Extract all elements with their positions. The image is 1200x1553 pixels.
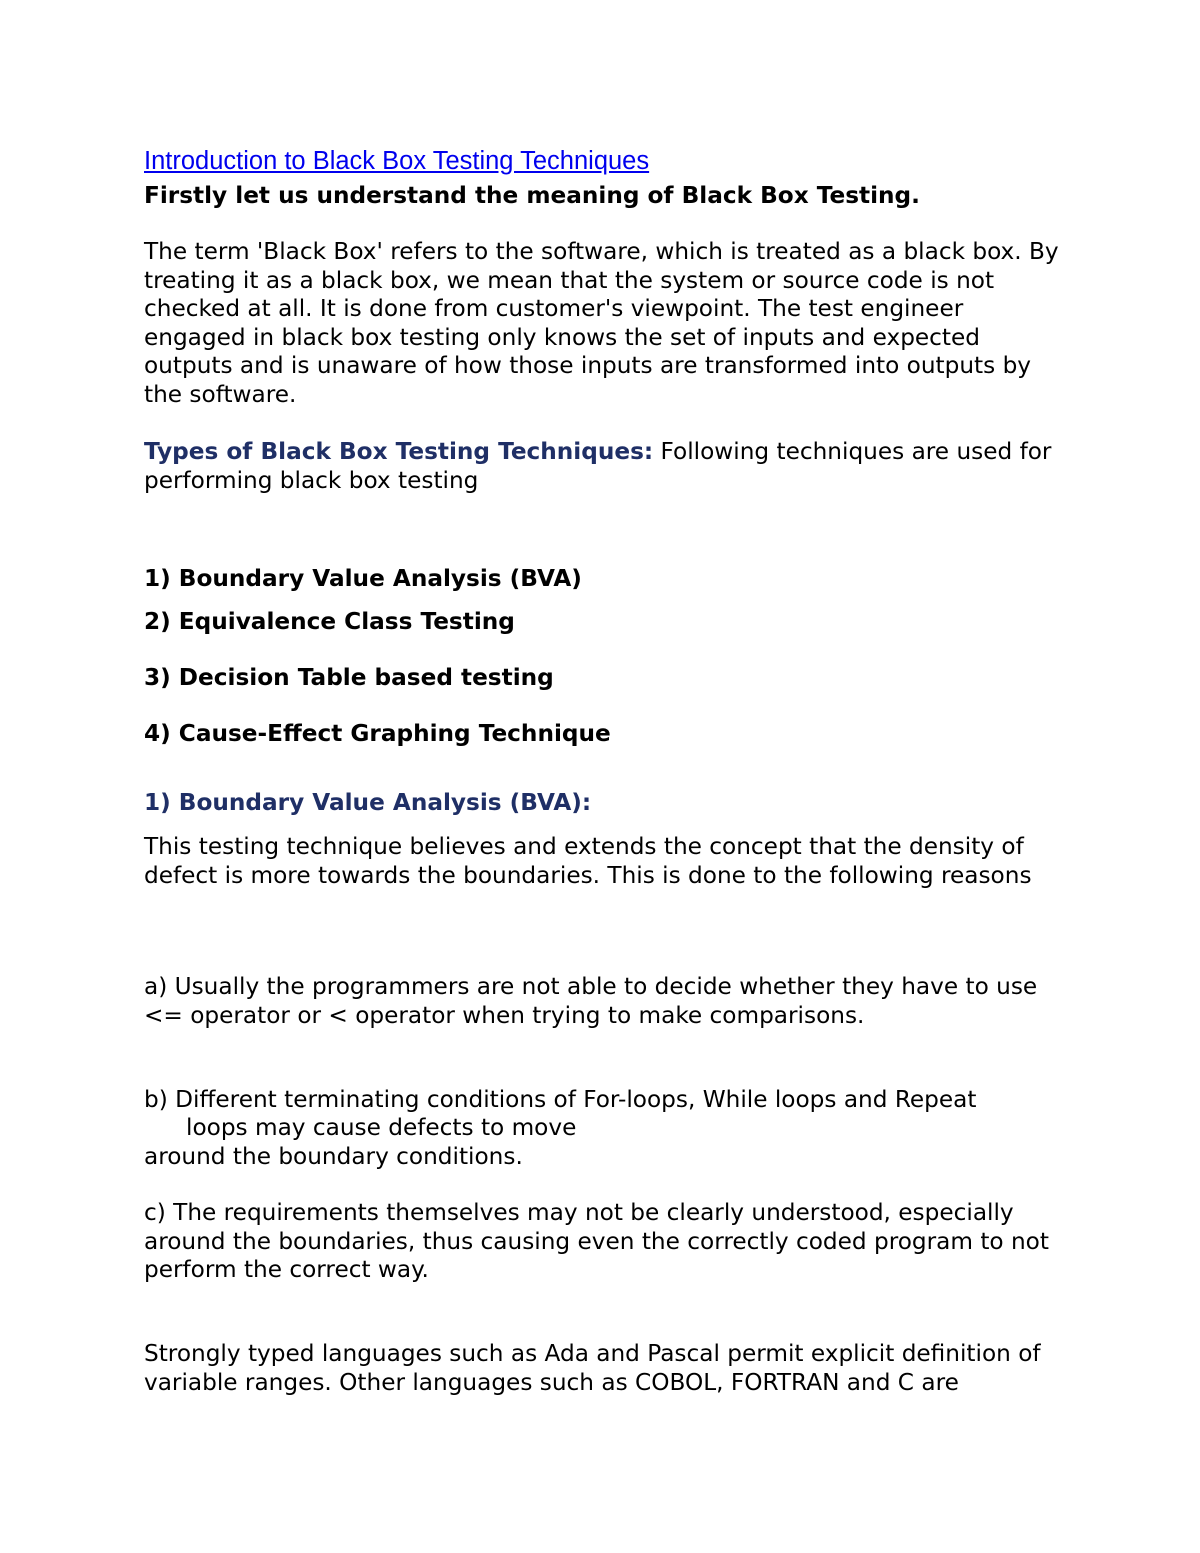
reason-b-line-2: loops may cause defects to move [186,1114,577,1141]
types-text: Following techniques are used for performing black box testing [144,438,1052,494]
bva-paragraph: This testing technique believes and extends the concept that the density of defect is more towards the boundaries. This is done to the following reasons [144,833,1032,889]
reason-a: a) Usually the programmers are not able to decide whether they have to use <= operator or < operator when trying to make comparisons. [144,973,1038,1029]
technique-item-2: 2) Equivalence Class Testing [144,608,515,635]
types-heading: Types of Black Box Testing Techniques: [144,438,654,465]
technique-item-1: 1) Boundary Value Analysis (BVA) [144,565,582,592]
reason-b-line-1: b) Different terminating conditions of For-loops, While loops and Repeat [144,1086,977,1113]
subtitle: Firstly let us understand the meaning of Black Box Testing. [144,182,920,209]
bva-heading: 1) Boundary Value Analysis (BVA): [144,789,592,816]
reason-c: c) The requirements themselves may not be clearly understood, especially around the boundaries, thus causing even the correctly coded program to not perform the correct way. [144,1199,1049,1284]
technique-item-3: 3) Decision Table based testing [144,664,554,691]
technique-item-4: 4) Cause-Effect Graphing Technique [144,720,611,747]
types-paragraph [144,438,1059,495]
reason-b-line-3: around the boundary conditions. [144,1143,523,1170]
intro-paragraph: The term 'Black Box' refers to the software, which is treated as a black box. By treating it as a black box, we mean that the system or source code is not checked at all. It is done from customer's viewpoint. The test engineer engaged in black box testing only knows the set of inputs and expected outputs and is unaware of how those inputs are transformed into outputs by the software. [144,238,1059,408]
closing-paragraph: Strongly typed languages such as Ada and Pascal permit explicit definition of variable ranges. Other languages such as COBOL, FORTRAN and C are [144,1340,1041,1396]
page-title-link[interactable]: Introduction to Black Box Testing Techniques [144,147,650,175]
